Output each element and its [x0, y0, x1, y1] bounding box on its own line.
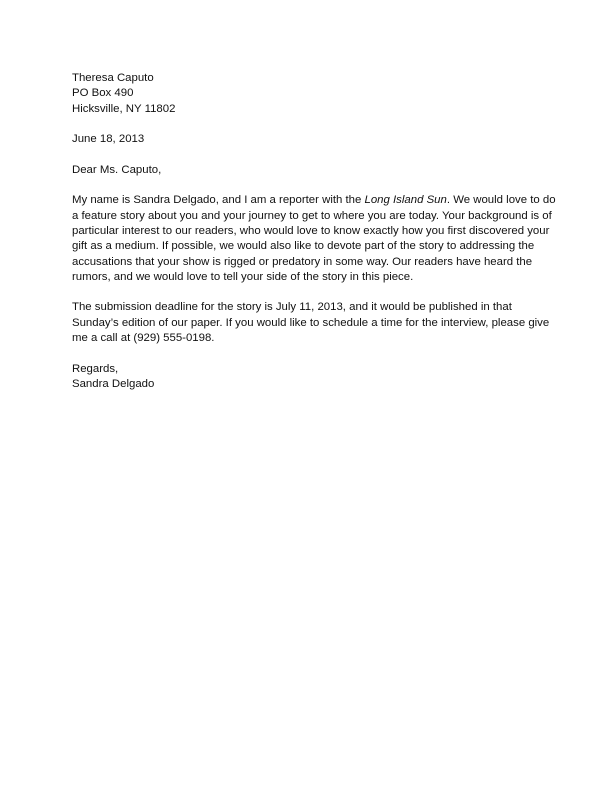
salutation-block	[72, 163, 554, 178]
body-paragraph-1	[72, 193, 554, 285]
paragraph-1-line-1	[72, 193, 554, 208]
closing-block	[72, 362, 554, 393]
recipient-address-line-2: Hicksville, NY 11802	[72, 102, 176, 115]
publication-name: Long Island Sun	[364, 194, 447, 207]
body-paragraph-2	[72, 300, 554, 346]
closing: Regards,	[72, 362, 119, 375]
paragraph-1-line-3: particular interest to our readers, who would love to know exactly how you first discovered your	[72, 224, 550, 237]
signature-name: Sandra Delgado	[72, 377, 155, 390]
recipient-address-line-1: PO Box 490	[72, 87, 134, 100]
salutation: Dear Ms. Caputo,	[72, 163, 162, 176]
paragraph-1-line-1-start: My name is Sandra Delgado, and I am a reporter with the	[72, 194, 365, 207]
paragraph-1-line-1-end: . We would love to do	[446, 194, 556, 207]
paragraph-1-line-5: accusations that your show is rigged or predatory in some way. Our readers have heard the	[72, 255, 533, 268]
paragraph-2-line-3: me a call at (929) 555-0198.	[72, 332, 215, 345]
paragraph-1-line-2: a feature story about you and your journey to get to where you are today. Your background is of	[72, 209, 552, 222]
letter-date-block	[72, 132, 554, 147]
paragraph-1-line-4: gift as a medium. If possible, we would also like to devote part of the story to addressing the	[72, 240, 535, 253]
recipient-name: Theresa Caputo	[72, 72, 154, 84]
recipient-address	[72, 71, 554, 117]
paragraph-1-line-6: rumors, and we would love to tell your side of the story in this piece.	[72, 270, 414, 283]
letter-date: June 18, 2013	[72, 133, 145, 146]
letter	[72, 71, 554, 408]
paragraph-2-line-2: Sunday’s edition of our paper. If you would like to schedule a time for the interview, please give	[72, 316, 550, 329]
paragraph-2-line-1: The submission deadline for the story is July 11, 2013, and it would be published in that	[72, 301, 512, 314]
